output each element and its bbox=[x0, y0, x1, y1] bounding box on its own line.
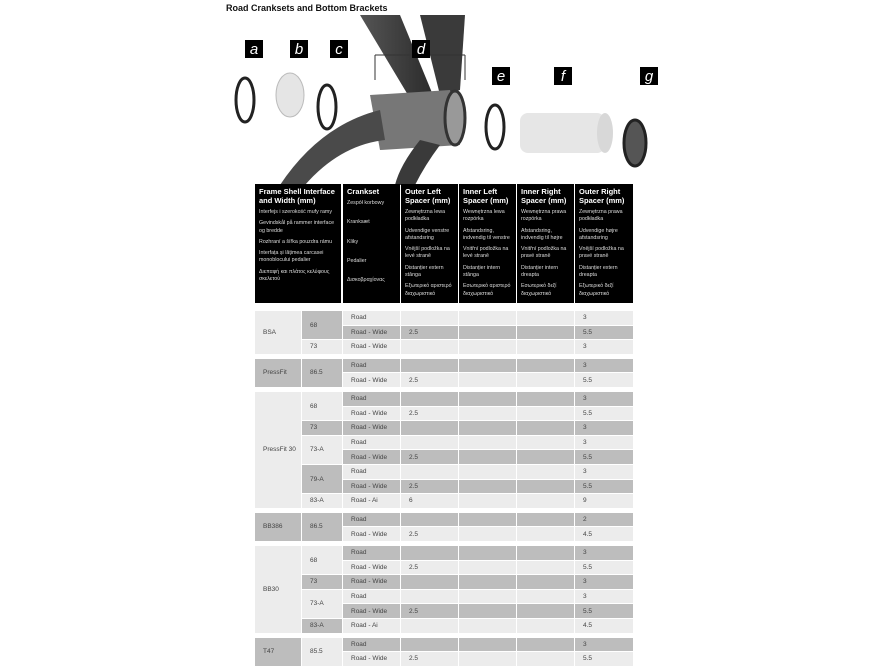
spacer-cell: 5.5 bbox=[575, 604, 633, 618]
spacer-cell: 2.5 bbox=[401, 527, 458, 541]
spacer-cell bbox=[517, 546, 574, 560]
spacer-cell bbox=[459, 465, 516, 479]
header-title: Outer Left Spacer (mm) bbox=[405, 187, 451, 205]
spacer-cell: 4.5 bbox=[575, 527, 633, 541]
spacer-cell bbox=[517, 392, 574, 406]
spacer-cell bbox=[401, 638, 458, 652]
spacer-cell: 2.5 bbox=[401, 652, 458, 666]
label-a bbox=[245, 40, 263, 58]
header-translation: Gevindskål på rammer interface og bredde bbox=[259, 220, 335, 234]
header-translation: Vnější podložka na levé straně bbox=[405, 246, 450, 260]
spacer-cell: 2.5 bbox=[401, 326, 458, 340]
spacer-cell bbox=[459, 392, 516, 406]
header-translation: Distanțier extern dreapta bbox=[579, 264, 618, 279]
spacer-cell: 5.5 bbox=[575, 450, 633, 464]
spacer-cell bbox=[401, 590, 458, 604]
spacer-cell: 9 bbox=[575, 494, 633, 508]
header-translation: Interfejs i szerokość mufy ramy bbox=[259, 209, 332, 215]
spacer-cell bbox=[459, 311, 516, 325]
crankset-cell: Road - Wide bbox=[343, 527, 400, 541]
spacer-cell bbox=[401, 546, 458, 560]
page-title: Road Cranksets and Bottom Brackets bbox=[226, 3, 388, 13]
header-translation: Wewnętrzna prawa rozpórka bbox=[521, 209, 567, 223]
svg-text:c: c bbox=[335, 41, 343, 58]
spacer-cell: 3 bbox=[575, 465, 633, 479]
header-translation: Εξωτερικό αριστερό διαχωριστικό bbox=[405, 283, 452, 297]
crankset-cell: Road bbox=[343, 546, 400, 560]
header-title: Outer Right Spacer (mm) bbox=[579, 187, 625, 205]
spacer-cell bbox=[459, 340, 516, 354]
svg-text:e: e bbox=[496, 68, 506, 85]
spacer-cell bbox=[517, 465, 574, 479]
spacer-cell: 3 bbox=[575, 436, 633, 450]
header-translation: Εξωτερικό δεξί διαχωριστικό bbox=[579, 283, 614, 297]
spacer-cell: 6 bbox=[401, 494, 458, 508]
spacer-cell bbox=[401, 392, 458, 406]
header-translation: Rozhraní a šířka pouzdra rámu bbox=[259, 238, 333, 245]
spacer-cell bbox=[401, 619, 458, 633]
header-translation: Afstandsring, indvendig til højre bbox=[521, 227, 563, 241]
crankset-cell: Road bbox=[343, 638, 400, 652]
spacer-cell bbox=[517, 326, 574, 340]
spacer-cell: 3 bbox=[575, 575, 633, 589]
spacer-cell bbox=[401, 436, 458, 450]
spacer-cell bbox=[459, 575, 516, 589]
spacer-cell bbox=[517, 311, 574, 325]
frame-shell-cell: PressFit 30 bbox=[255, 392, 301, 508]
spacer-cell bbox=[517, 575, 574, 589]
spacer-cell bbox=[401, 465, 458, 479]
spacer-cell: 5.5 bbox=[575, 373, 633, 387]
spacer-cell bbox=[459, 421, 516, 435]
header-translation: Interfața și lățimea carcasei monoblocului pedalier bbox=[259, 250, 324, 264]
shell-width-cell: 86.5 bbox=[302, 359, 342, 387]
spacer-cell bbox=[459, 619, 516, 633]
header-translation: Διεπαφή και πλάτος κελύφους σκελετού bbox=[259, 268, 330, 283]
shell-width-cell: 73-A bbox=[302, 590, 342, 618]
shell-width-cell: 73 bbox=[302, 421, 342, 435]
spacer-cell bbox=[517, 421, 574, 435]
header-translation: Wewnętrzna lewa rozpórka bbox=[463, 209, 505, 223]
shell-width-cell: 73 bbox=[302, 575, 342, 589]
label-b bbox=[290, 40, 308, 58]
spacer-cell bbox=[517, 638, 574, 652]
spacer-cell: 5.5 bbox=[575, 326, 633, 340]
spacer-cell bbox=[401, 513, 458, 527]
spacer-cell bbox=[517, 373, 574, 387]
spacer-cell bbox=[517, 480, 574, 494]
spacer-cell bbox=[401, 311, 458, 325]
header-title: Crankset bbox=[347, 187, 380, 196]
header-title: Frame Shell Interface and Width (mm) bbox=[259, 187, 335, 205]
spacer-cell: 4.5 bbox=[575, 619, 633, 633]
header-translation: Zespół korbowy bbox=[347, 200, 385, 206]
label-c bbox=[330, 40, 348, 58]
spacer-cell bbox=[459, 561, 516, 575]
spacer-cell: 3 bbox=[575, 340, 633, 354]
label-d bbox=[412, 40, 430, 58]
header-translation: Zewnętrzna prawa podkładka bbox=[579, 209, 623, 223]
crankset-cell: Road - Wide bbox=[343, 373, 400, 387]
header-translation: Distanțier extern stânga bbox=[405, 264, 444, 279]
spacer-cell bbox=[517, 652, 574, 666]
header-translation: Δισκοβραχίονας bbox=[347, 277, 385, 284]
crankset-cell: Road - Wide bbox=[343, 575, 400, 589]
header-translation: Distanțier intern dreapta bbox=[521, 264, 559, 279]
spacer-cell bbox=[459, 590, 516, 604]
spacer-cell bbox=[517, 561, 574, 575]
spacer-cell: 2.5 bbox=[401, 407, 458, 421]
label-e bbox=[492, 67, 510, 85]
frame-shell-cell: BB386 bbox=[255, 513, 301, 541]
header-title: Inner Left Spacer (mm) bbox=[463, 187, 509, 205]
crankset-cell: Road bbox=[343, 590, 400, 604]
spacer-cell bbox=[517, 450, 574, 464]
frame-shell-cell: PressFit bbox=[255, 359, 301, 387]
spacer-cell bbox=[459, 527, 516, 541]
crankset-cell: Road bbox=[343, 392, 400, 406]
spacer-cell bbox=[401, 359, 458, 373]
spacer-cell bbox=[459, 480, 516, 494]
spacer-cell bbox=[517, 527, 574, 541]
spacer-cell bbox=[459, 513, 516, 527]
crankset-cell: Road bbox=[343, 311, 400, 325]
spacer-cell bbox=[459, 652, 516, 666]
spacer-cell bbox=[401, 421, 458, 435]
spacer-cell bbox=[459, 546, 516, 560]
header-column bbox=[517, 184, 574, 303]
header-translation: Udvendige højre afstandsring bbox=[579, 227, 618, 241]
shell-width-cell: 85.5 bbox=[302, 638, 342, 666]
header-translation: Udvendige venstre afstandsring bbox=[405, 227, 450, 241]
spacer-cell: 3 bbox=[575, 421, 633, 435]
spacer-cell bbox=[517, 590, 574, 604]
crankset-cell: Road bbox=[343, 465, 400, 479]
crankset-cell: Road - Ai bbox=[343, 619, 400, 633]
header-translation: Εσωτερικό δεξί διαχωριστικό bbox=[521, 283, 557, 297]
spacer-cell: 2.5 bbox=[401, 480, 458, 494]
shell-width-cell: 68 bbox=[302, 546, 342, 574]
spacer-cell bbox=[459, 359, 516, 373]
header-column bbox=[343, 184, 400, 303]
spacer-cell: 5.5 bbox=[575, 652, 633, 666]
crankset-cell: Road - Wide bbox=[343, 421, 400, 435]
header-translation: Distanțier intern stânga bbox=[463, 264, 501, 279]
frame-shell-cell: BSA bbox=[255, 311, 301, 354]
svg-text:b: b bbox=[294, 41, 304, 58]
header-translation: Kranksæt bbox=[347, 219, 370, 226]
crankset-cell: Road - Wide bbox=[343, 480, 400, 494]
shell-width-cell: 73 bbox=[302, 340, 342, 354]
shell-width-cell: 79-A bbox=[302, 465, 342, 493]
crankset-cell: Road - Wide bbox=[343, 407, 400, 421]
spacer-cell bbox=[459, 450, 516, 464]
shell-width-cell: 83-A bbox=[302, 619, 342, 633]
header-translation: Afstandsring, indvendig til venstre bbox=[463, 227, 510, 241]
spacer-cell bbox=[517, 513, 574, 527]
header-column bbox=[575, 184, 633, 303]
spacer-cell bbox=[459, 604, 516, 618]
spacer-cell: 3 bbox=[575, 359, 633, 373]
label-f bbox=[554, 67, 572, 85]
crankset-cell: Road bbox=[343, 436, 400, 450]
svg-text:f: f bbox=[560, 68, 566, 85]
header-column bbox=[255, 184, 341, 303]
shell-width-cell: 68 bbox=[302, 392, 342, 420]
crankset-cell: Road - Wide bbox=[343, 561, 400, 575]
spacer-cell bbox=[517, 340, 574, 354]
spacer-cell: 2 bbox=[575, 513, 633, 527]
bottom-bracket-exploded-diagram bbox=[220, 15, 670, 185]
header-title: Inner Right Spacer (mm) bbox=[521, 187, 567, 205]
spacer-cell bbox=[401, 340, 458, 354]
spacer-cell bbox=[401, 575, 458, 589]
header-translation: Vnitřní podložka na pravé straně bbox=[521, 246, 567, 260]
spacer-cell: 3 bbox=[575, 638, 633, 652]
shell-width-cell: 73-A bbox=[302, 436, 342, 464]
spacer-cell bbox=[517, 407, 574, 421]
crankset-cell: Road bbox=[343, 513, 400, 527]
spacer-cell: 2.5 bbox=[401, 561, 458, 575]
crankset-cell: Road - Wide bbox=[343, 652, 400, 666]
spacer-cell: 3 bbox=[575, 311, 633, 325]
header-column bbox=[459, 184, 516, 303]
spacer-cell: 3 bbox=[575, 590, 633, 604]
spacer-cell bbox=[517, 436, 574, 450]
header-translation: Εσωτερικό αριστερό διαχωριστικό bbox=[463, 283, 511, 297]
spacer-cell: 2.5 bbox=[401, 373, 458, 387]
spacer-cell bbox=[459, 373, 516, 387]
header-translation: Pedalier bbox=[347, 257, 367, 264]
spacer-cell: 2.5 bbox=[401, 604, 458, 618]
spacer-cell: 3 bbox=[575, 546, 633, 560]
label-g bbox=[640, 67, 658, 85]
spacer-cell: 3 bbox=[575, 392, 633, 406]
spacer-cell: 2.5 bbox=[401, 450, 458, 464]
crankset-cell: Road - Wide bbox=[343, 326, 400, 340]
frame-shell-cell: BB30 bbox=[255, 546, 301, 633]
crankset-cell: Road - Wide bbox=[343, 604, 400, 618]
spacer-cell: 5.5 bbox=[575, 561, 633, 575]
svg-text:a: a bbox=[249, 41, 259, 58]
spacer-cell bbox=[517, 604, 574, 618]
header-translation: Vnitřní podložka na levé straně bbox=[463, 246, 509, 260]
spacer-cell bbox=[517, 619, 574, 633]
crankset-cell: Road - Wide bbox=[343, 340, 400, 354]
spacer-cell bbox=[459, 407, 516, 421]
svg-text:g: g bbox=[644, 68, 654, 85]
spacer-cell bbox=[517, 494, 574, 508]
svg-text:d: d bbox=[416, 41, 426, 58]
header-translation: Kliky bbox=[347, 238, 359, 245]
spacer-cell bbox=[459, 494, 516, 508]
spacer-cell: 5.5 bbox=[575, 407, 633, 421]
shell-width-cell: 86.5 bbox=[302, 513, 342, 541]
frame-shell-cell: T47 bbox=[255, 638, 301, 666]
header-column bbox=[401, 184, 458, 303]
crankset-cell: Road - Wide bbox=[343, 450, 400, 464]
crankset-cell: Road - Ai bbox=[343, 494, 400, 508]
header-translation: Vnější podložka na pravé straně bbox=[579, 246, 624, 260]
spacer-cell bbox=[459, 326, 516, 340]
spacer-cell bbox=[459, 436, 516, 450]
spacer-cell bbox=[517, 359, 574, 373]
shell-width-cell: 83-A bbox=[302, 494, 342, 508]
shell-width-cell: 68 bbox=[302, 311, 342, 339]
crankset-cell: Road bbox=[343, 359, 400, 373]
header-translation: Zewnętrzna lewa podkładka bbox=[405, 209, 446, 223]
spacer-cell: 5.5 bbox=[575, 480, 633, 494]
spacer-cell bbox=[459, 638, 516, 652]
